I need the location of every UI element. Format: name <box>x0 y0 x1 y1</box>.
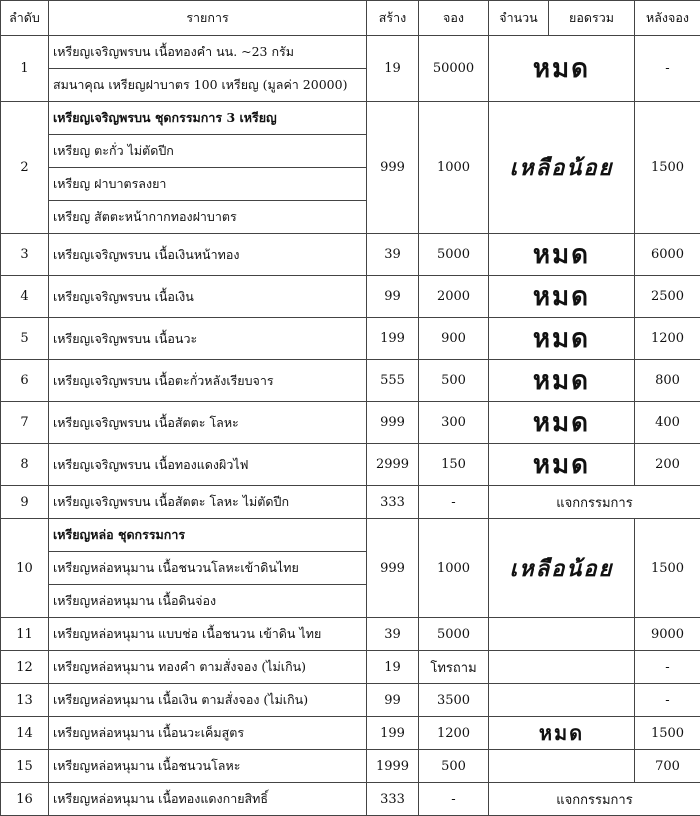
item-name: เหรียญ สัตตะหน้ากากทองฝาบาตร <box>49 201 367 234</box>
created-count: 333 <box>367 783 419 816</box>
reserve-price: 500 <box>419 750 489 783</box>
table-row <box>1 783 700 816</box>
item-name: เหรียญเจริญพรบน เนื้อสัตตะ โลหะ ไม่ตัดปีก <box>49 486 367 519</box>
created-count: 39 <box>367 618 419 651</box>
after-price: 1500 <box>635 519 700 618</box>
row-no: 16 <box>1 783 49 816</box>
sold-out-stamp: หมด <box>489 234 635 276</box>
created-count: 999 <box>367 519 419 618</box>
reserve-price: 1000 <box>419 519 489 618</box>
created-count: 199 <box>367 318 419 360</box>
after-price: 1500 <box>635 102 700 234</box>
after-price: 6000 <box>635 234 700 276</box>
reserve-price: 1200 <box>419 717 489 750</box>
row-no: 15 <box>1 750 49 783</box>
sold-out-stamp: หมด <box>489 36 635 102</box>
created-count: 1999 <box>367 750 419 783</box>
created-count: 99 <box>367 276 419 318</box>
table-row <box>1 234 700 276</box>
header-no: ลำดับ <box>1 1 49 36</box>
item-name: เหรียญหล่อหนุมาน แบบช่อ เนื้อชนวน เข้าดิน ไทย <box>49 618 367 651</box>
item-name: เหรียญเจริญพรบน เนื้อเงินหน้าทอง <box>49 234 367 276</box>
reserve-price: 5000 <box>419 234 489 276</box>
reserve-price: 150 <box>419 444 489 486</box>
table-row <box>1 651 700 684</box>
created-count: 19 <box>367 651 419 684</box>
item-name: เหรียญ ฝาบาตรลงยา <box>49 168 367 201</box>
row-no: 12 <box>1 651 49 684</box>
sold-out-stamp: หมด <box>489 276 635 318</box>
table-row <box>1 360 700 402</box>
after-price: - <box>635 684 700 717</box>
header-reserve: จอง <box>419 1 489 36</box>
status-cell <box>489 651 635 684</box>
created-count: 2999 <box>367 444 419 486</box>
created-count: 99 <box>367 684 419 717</box>
item-name: เหรียญหล่อหนุมาน เนื้อชนวนโลหะ <box>49 750 367 783</box>
item-name: เหรียญหล่อหนุมาน เนื้อชนวนโลหะเข้าดินไทย <box>49 552 367 585</box>
item-name: เหรียญหล่อหนุมาน เนื้อนวะเค็มสูตร <box>49 717 367 750</box>
item-name: เหรียญหล่อหนุมาน เนื้อเงิน ตามสั่งจอง (ไม่เกิน) <box>49 684 367 717</box>
item-name: เหรียญเจริญพรบน เนื้อสัตตะ โลหะ <box>49 402 367 444</box>
reserve-price: โทรถาม <box>419 651 489 684</box>
header-row <box>1 1 700 36</box>
item-name: เหรียญเจริญพรบน เนื้อนวะ <box>49 318 367 360</box>
header-after: หลังจอง <box>635 1 700 36</box>
reserve-price: - <box>419 783 489 816</box>
reserve-price: 50000 <box>419 36 489 102</box>
reserve-price: 1000 <box>419 102 489 234</box>
created-count: 555 <box>367 360 419 402</box>
created-count: 999 <box>367 102 419 234</box>
after-price: 9000 <box>635 618 700 651</box>
after-price: 400 <box>635 402 700 444</box>
table-row <box>1 318 700 360</box>
created-count: 333 <box>367 486 419 519</box>
committee-note: แจกกรรมการ <box>489 486 700 519</box>
item-name: สมนาคุณ เหรียญฝาบาตร 100 เหรียญ (มูลค่า 20000) <box>49 69 367 102</box>
sold-out-stamp: หมด <box>489 318 635 360</box>
table-row <box>1 519 700 552</box>
row-no: 13 <box>1 684 49 717</box>
row-no: 8 <box>1 444 49 486</box>
sold-out-stamp: หมด <box>489 402 635 444</box>
table-row <box>1 750 700 783</box>
status-cell <box>489 618 635 651</box>
created-count: 999 <box>367 402 419 444</box>
header-total: ยอดรวม <box>549 1 635 36</box>
table-row <box>1 36 700 69</box>
table-row <box>1 717 700 750</box>
after-price: 1500 <box>635 717 700 750</box>
reserve-price: - <box>419 486 489 519</box>
item-name: เหรียญ ตะกั่ว ไม่ตัดปีก <box>49 135 367 168</box>
after-price: 800 <box>635 360 700 402</box>
created-count: 19 <box>367 36 419 102</box>
item-name: เหรียญเจริญพรบน เนื้อทองคำ นน. ~23 กรัม <box>49 36 367 69</box>
item-name: เหรียญเจริญพรบน เนื้อทองแดงผิวไฟ <box>49 444 367 486</box>
status-cell <box>489 750 635 783</box>
row-no: 9 <box>1 486 49 519</box>
row-no: 11 <box>1 618 49 651</box>
item-name: เหรียญเจริญพรบน เนื้อเงิน <box>49 276 367 318</box>
row-no: 14 <box>1 717 49 750</box>
created-count: 39 <box>367 234 419 276</box>
table-row <box>1 618 700 651</box>
reserve-price: 2000 <box>419 276 489 318</box>
after-price: 700 <box>635 750 700 783</box>
reserve-price: 500 <box>419 360 489 402</box>
after-price: 1200 <box>635 318 700 360</box>
item-name: เหรียญหล่อหนุมาน เนื้อดินจ่อง <box>49 585 367 618</box>
low-stock-stamp: เหลือน้อย <box>489 102 635 234</box>
table-row <box>1 276 700 318</box>
reserve-price: 300 <box>419 402 489 444</box>
status-cell <box>489 684 635 717</box>
sold-out-stamp: หมด <box>489 717 635 750</box>
item-group-title: เหรียญหล่อ ชุดกรรมการ <box>49 519 367 552</box>
after-price: - <box>635 36 700 102</box>
row-no: 4 <box>1 276 49 318</box>
header-amount: จำนวน <box>489 1 549 36</box>
sold-out-stamp: หมด <box>489 444 635 486</box>
item-name: เหรียญหล่อหนุมาน ทองคำ ตามสั่งจอง (ไม่เกิน) <box>49 651 367 684</box>
row-no: 1 <box>1 36 49 102</box>
after-price: 2500 <box>635 276 700 318</box>
item-group-title: เหรียญเจริญพรบน ชุดกรรมการ 3 เหรียญ <box>49 102 367 135</box>
table-row <box>1 684 700 717</box>
header-item: รายการ <box>49 1 367 36</box>
item-name: เหรียญเจริญพรบน เนื้อตะกั่วหลังเรียบจาร <box>49 360 367 402</box>
row-no: 6 <box>1 360 49 402</box>
reserve-price: 5000 <box>419 618 489 651</box>
low-stock-stamp: เหลือน้อย <box>489 519 635 618</box>
table-row <box>1 486 700 519</box>
item-name: เหรียญหล่อหนุมาน เนื้อทองแดงกายสิทธิ์ <box>49 783 367 816</box>
row-no: 2 <box>1 102 49 234</box>
row-no: 5 <box>1 318 49 360</box>
sold-out-stamp: หมด <box>489 360 635 402</box>
row-no: 10 <box>1 519 49 618</box>
table-row <box>1 102 700 135</box>
table-row <box>1 444 700 486</box>
header-created: สร้าง <box>367 1 419 36</box>
after-price: 200 <box>635 444 700 486</box>
table-row <box>1 402 700 444</box>
committee-note: แจกกรรมการ <box>489 783 700 816</box>
reserve-price: 3500 <box>419 684 489 717</box>
created-count: 199 <box>367 717 419 750</box>
reserve-price: 900 <box>419 318 489 360</box>
after-price: - <box>635 651 700 684</box>
row-no: 3 <box>1 234 49 276</box>
row-no: 7 <box>1 402 49 444</box>
